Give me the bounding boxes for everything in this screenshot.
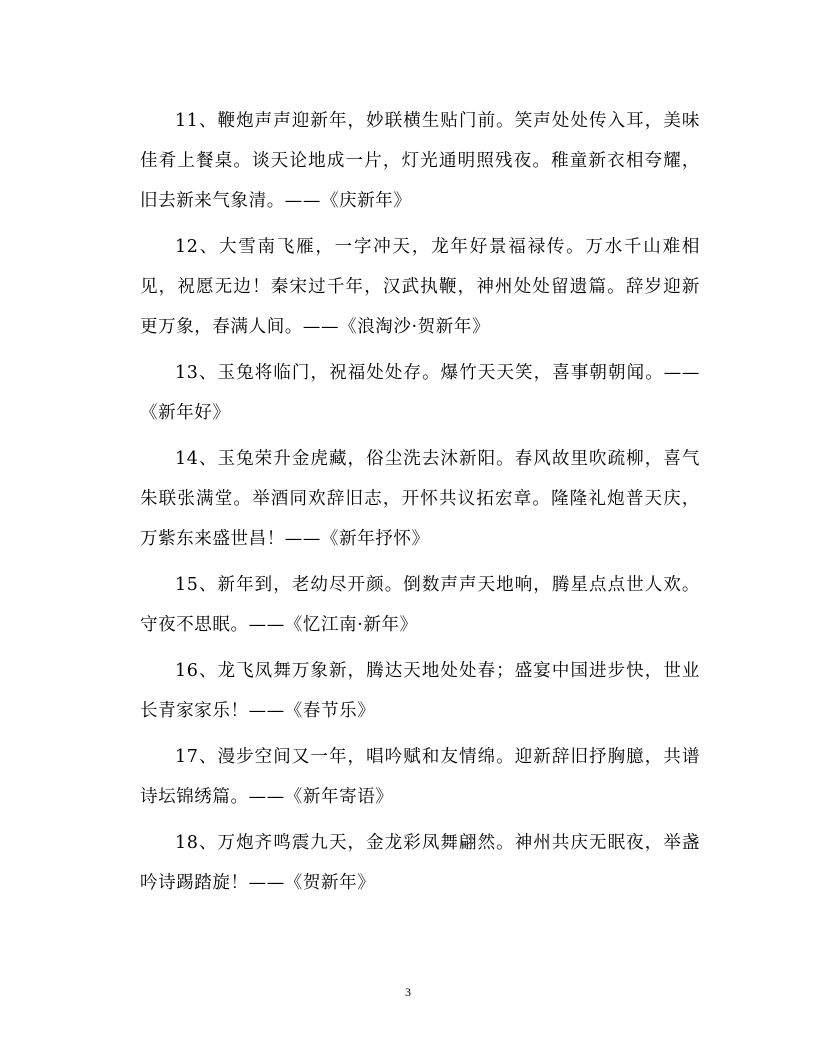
poem-paragraph-12: 12、大雪南飞雁，一字冲天，龙年好景福禄传。万水千山难相见，祝愿无边！秦宋过千年，汉武执鞭，神州处处留遗篇。辞岁迎新更万象，春满人间。——《浪淘沙·贺新年》 (140, 237, 700, 337)
poem-list (140, 101, 700, 909)
poem-paragraph-11: 11、鞭炮声声迎新年，妙联横生贴门前。笑声处处传入耳，美味佳肴上餐桌。谈天论地成一片，灯光通明照残夜。稚童新衣相夸耀，旧去新来气象清。——《庆新年》 (140, 111, 700, 211)
poem-paragraph-15: 15、新年到，老幼尽开颜。倒数声声天地响，腾星点点世人欢。守夜不思眠。——《忆江南·新年》 (140, 575, 700, 635)
poem-paragraph-16: 16、龙飞凤舞万象新，腾达天地处处春；盛宴中国进步快，世业长青家家乐！——《春节乐》 (140, 661, 700, 721)
poem-paragraph-17: 17、漫步空间又一年，唱吟赋和友情绵。迎新辞旧抒胸臆，共谱诗坛锦绣篇。——《新年寄语》 (140, 747, 700, 807)
poem-paragraph-18: 18、万炮齐鸣震九天，金龙彩凤舞翩然。神州共庆无眠夜，举盏吟诗踢踏旋！——《贺新年》 (140, 833, 700, 893)
page-number: 3 (405, 985, 411, 999)
poem-paragraph-13: 13、玉兔将临门，祝福处处存。爆竹天天笑，喜事朝朝闻。——《新年好》 (140, 363, 700, 423)
poem-paragraph-14: 14、玉兔荣升金虎藏，俗尘洗去沐新阳。春风故里吹疏柳，喜气朱联张满堂。举酒同欢辞旧志，开怀共议拓宏章。隆隆礼炮普天庆，万紫东来盛世昌！——《新年抒怀》 (140, 449, 700, 549)
